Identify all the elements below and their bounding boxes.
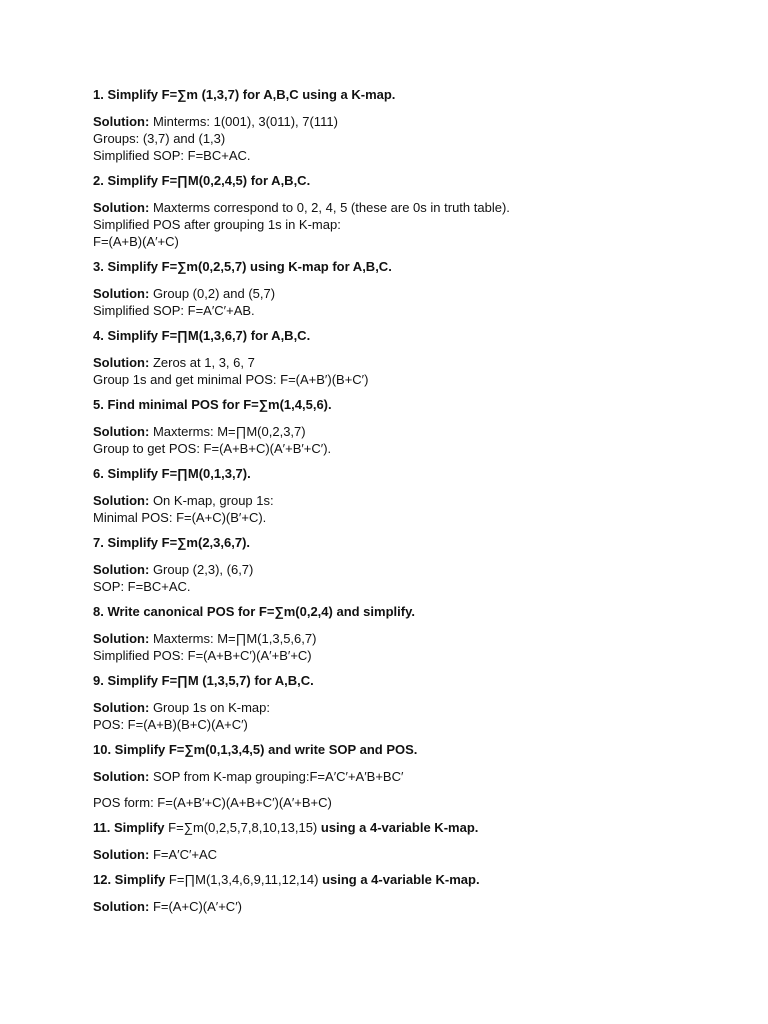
question-function: F=∏M(1,3,4,6,9,11,12,14): [168, 872, 319, 887]
solution-line: Minimal POS: F=(A+C)(B′+C).: [93, 510, 267, 525]
problem-10-solution: [93, 768, 733, 811]
solution-text: Group 1s on K-map:: [149, 700, 270, 715]
question-function: F=∑m(0,2,5,7,8,10,13,15): [168, 820, 318, 835]
solution-line: Groups: (3,7) and (1,3): [93, 131, 226, 146]
problem-4-question: 4. Simplify F=∏M(1,3,6,7) for A,B,C.: [93, 328, 311, 343]
problem-3: [93, 258, 733, 319]
question-lead: 11. Simplify: [93, 820, 169, 835]
problem-2-question: 2. Simplify F=∏M(0,2,4,5) for A,B,C.: [93, 173, 311, 188]
problem-12-solution: [93, 898, 733, 915]
solution-label: Solution:: [93, 114, 150, 129]
document-page: [93, 86, 733, 923]
problem-9: [93, 672, 733, 733]
problem-11: [93, 819, 733, 863]
solution-line: Simplified POS: F=(A+B+C′)(A′+B′+C): [93, 648, 312, 663]
solution-line: Simplified POS after grouping 1s in K-map:: [93, 217, 341, 232]
problem-5-question: 5. Find minimal POS for F=∑m(1,4,5,6).: [93, 397, 332, 412]
problem-10: [93, 741, 733, 811]
solution-text: SOP from K-map grouping:F=A′C′+A′B+BC′: [149, 769, 404, 784]
problem-8: [93, 603, 733, 664]
problem-12: [93, 871, 733, 915]
solution-label: Solution:: [93, 769, 150, 784]
solution-label: Solution:: [93, 200, 150, 215]
problem-7: [93, 534, 733, 595]
problem-8-solution: [93, 630, 733, 664]
problem-10-question: 10. Simplify F=∑m(0,1,3,4,5) and write SOP and POS.: [93, 742, 418, 757]
problem-11-question: [93, 819, 733, 836]
problem-12-question: [93, 871, 733, 888]
question-tail: using a 4-variable K-map.: [317, 820, 479, 835]
solution-line: [93, 630, 733, 647]
solution-line: Simplified SOP: F=A′C′+AB.: [93, 303, 255, 318]
solution-label: Solution:: [93, 631, 150, 646]
problem-5-solution: [93, 423, 733, 457]
solution-label: Solution:: [93, 286, 150, 301]
problem-4: [93, 327, 733, 388]
question-lead: 12. Simplify: [93, 872, 169, 887]
solution-line: Group to get POS: F=(A+B+C)(A′+B′+C′).: [93, 441, 332, 456]
solution-label: Solution:: [93, 493, 150, 508]
problem-6-solution: [93, 492, 733, 526]
solution-text: F=(A+C)(A′+C′): [149, 899, 242, 914]
solution-text: Minterms: 1(001), 3(011), 7(111): [149, 114, 338, 129]
problem-5: [93, 396, 733, 457]
problem-2-solution: [93, 199, 733, 250]
problem-3-question: 3. Simplify F=∑m(0,2,5,7) using K-map for A,B,C.: [93, 259, 392, 274]
solution-text: On K-map, group 1s:: [149, 493, 274, 508]
solution-line: POS: F=(A+B)(B+C)(A+C′): [93, 717, 248, 732]
solution-line: F=(A+B)(A′+C): [93, 234, 179, 249]
solution-text: F=A′C′+AC: [149, 847, 218, 862]
problem-6-question: 6. Simplify F=∏M(0,1,3,7).: [93, 466, 251, 481]
solution-line: [93, 768, 733, 785]
problem-1-solution: [93, 113, 733, 164]
solution-label: Solution:: [93, 847, 150, 862]
solution-label: Solution:: [93, 700, 150, 715]
problem-9-question: 9. Simplify F=∏M (1,3,5,7) for A,B,C.: [93, 673, 314, 688]
solution-line: Simplified SOP: F=BC+AC.: [93, 148, 251, 163]
solution-line: [93, 354, 733, 371]
solution-line: [93, 561, 733, 578]
solution-line: Group 1s and get minimal POS: F=(A+B′)(B+C′): [93, 372, 369, 387]
solution-text: Zeros at 1, 3, 6, 7: [149, 355, 255, 370]
problem-7-solution: [93, 561, 733, 595]
problem-3-solution: [93, 285, 733, 319]
solution-text: Maxterms: M=∏M(1,3,5,6,7): [149, 631, 317, 646]
solution-text: Group (2,3), (6,7): [149, 562, 254, 577]
problem-11-solution: [93, 846, 733, 863]
solution-label: Solution:: [93, 562, 150, 577]
problem-8-question: 8. Write canonical POS for F=∑m(0,2,4) and simplify.: [93, 604, 415, 619]
solution-line: POS form: F=(A+B′+C)(A+B+C′)(A′+B+C): [93, 795, 332, 810]
solution-line: [93, 492, 733, 509]
question-tail: using a 4-variable K-map.: [318, 872, 480, 887]
solution-text: Group (0,2) and (5,7): [149, 286, 276, 301]
solution-line: SOP: F=BC+AC.: [93, 579, 191, 594]
solution-line: [93, 846, 733, 863]
problem-7-question: 7. Simplify F=∑m(2,3,6,7).: [93, 535, 251, 550]
problem-1-question: 1. Simplify F=∑m (1,3,7) for A,B,C using a K-map.: [93, 87, 396, 102]
solution-line: [93, 113, 733, 130]
problem-2: [93, 172, 733, 250]
problem-6: [93, 465, 733, 526]
solution-label: Solution:: [93, 424, 150, 439]
solution-line: [93, 423, 733, 440]
solution-text: Maxterms correspond to 0, 2, 4, 5 (these are 0s in truth table).: [149, 200, 510, 215]
problem-1: [93, 86, 733, 164]
solution-line: [93, 285, 733, 302]
solution-label: Solution:: [93, 355, 150, 370]
solution-label: Solution:: [93, 899, 150, 914]
solution-line: [93, 699, 733, 716]
problem-4-solution: [93, 354, 733, 388]
solution-text: Maxterms: M=∏M(0,2,3,7): [149, 424, 306, 439]
solution-line: [93, 199, 733, 216]
problem-9-solution: [93, 699, 733, 733]
solution-line: [93, 898, 733, 915]
